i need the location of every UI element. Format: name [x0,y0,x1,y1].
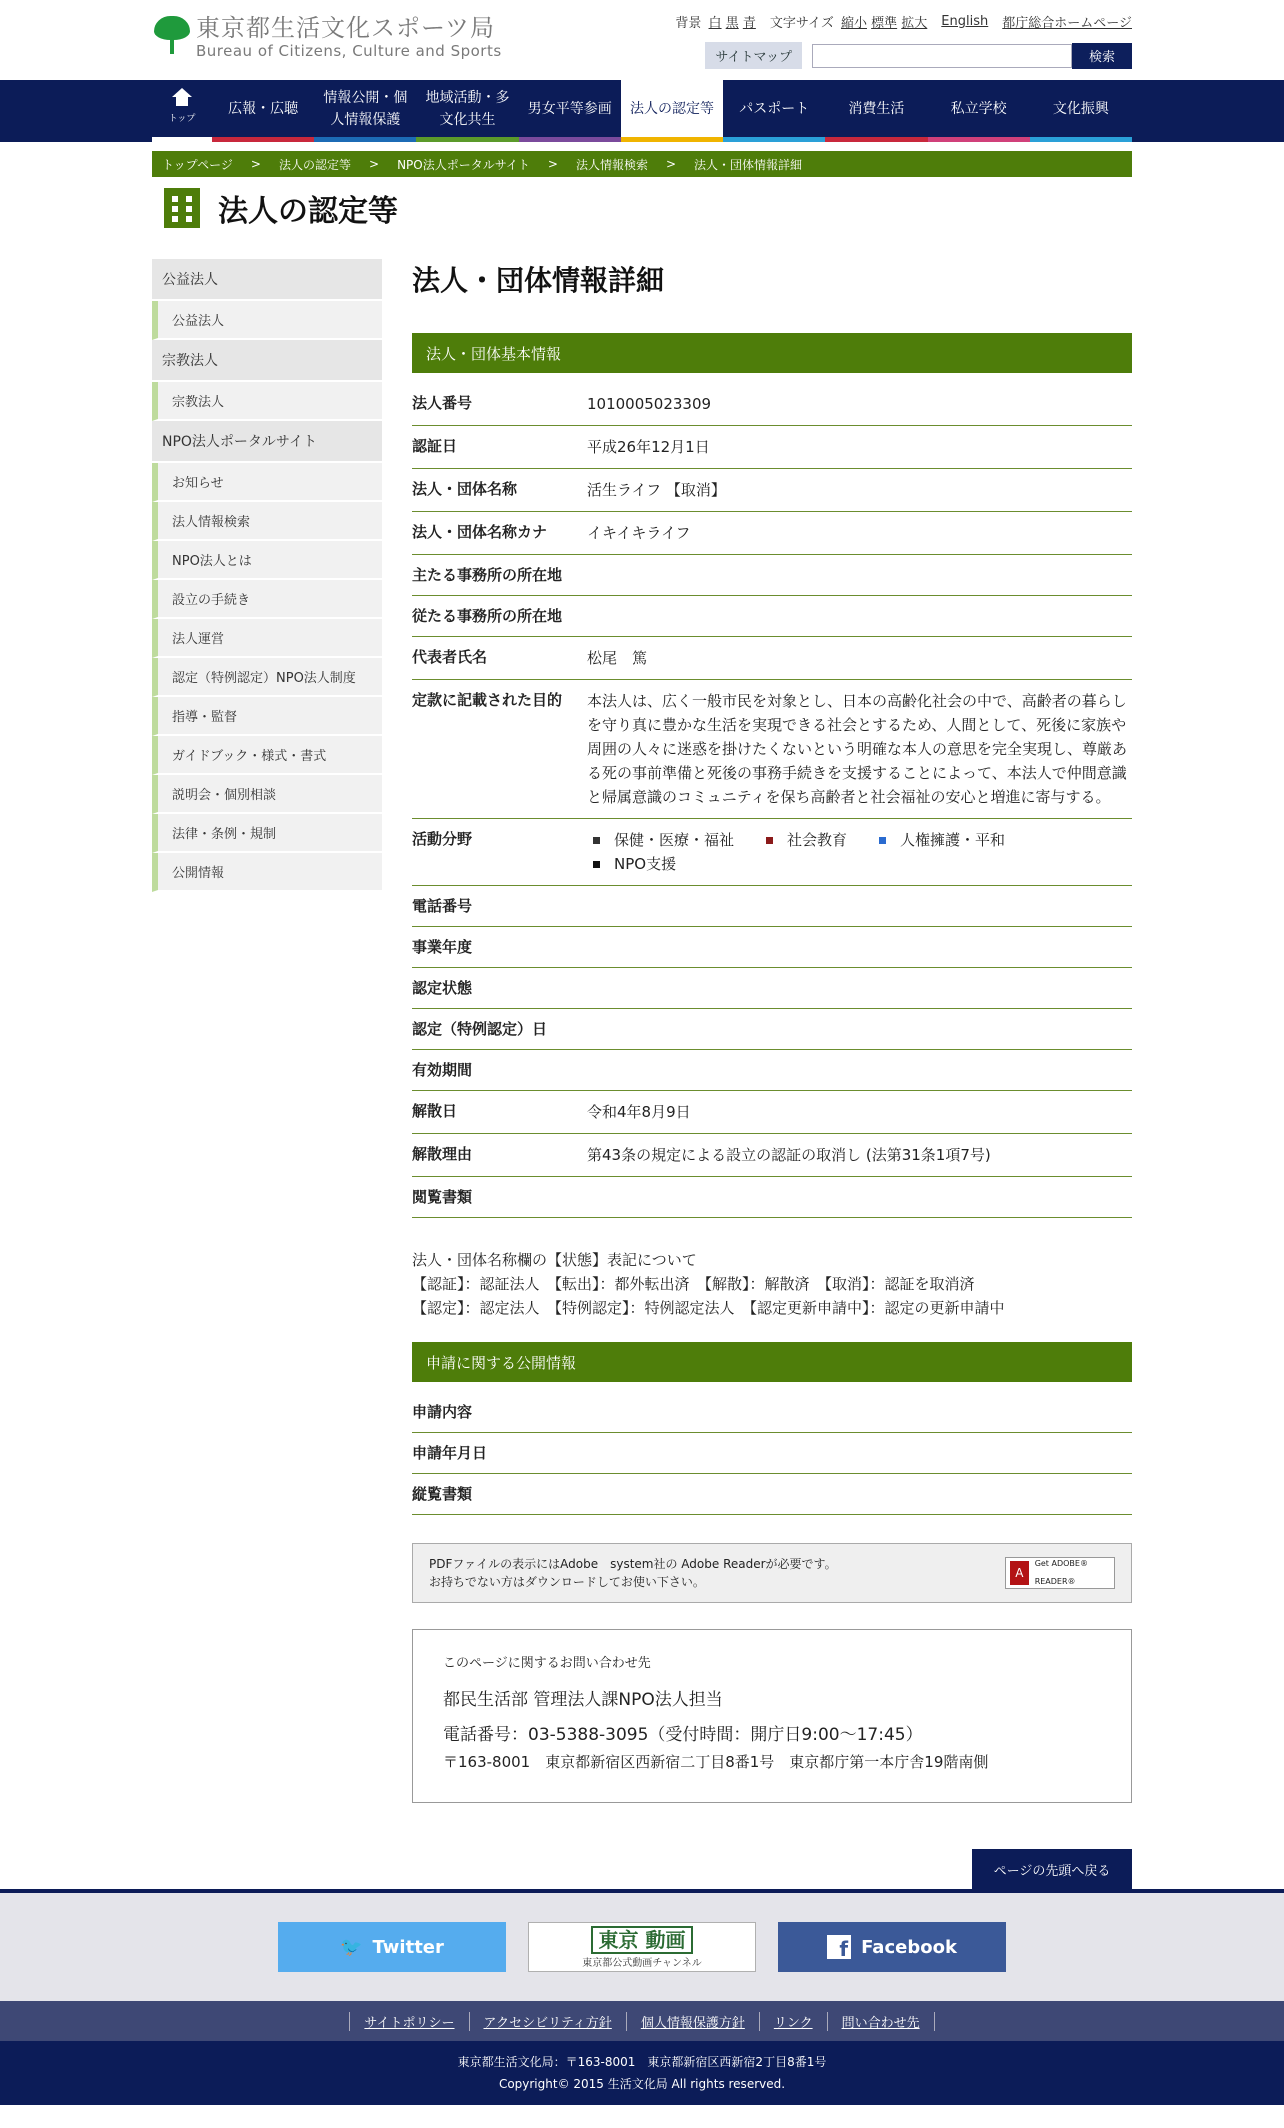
row-label: 活動分野 [412,819,587,886]
bg-blue-link[interactable]: 青 [742,16,756,31]
get-adobe-reader-button[interactable]: A Get ADOBE® READER® [1005,1557,1115,1589]
nav-item-label: 地域活動・多 文化共生 [425,89,510,128]
row-value [587,927,1132,968]
background-switcher: 背景 白 黒 青 [675,16,756,31]
page-title: 法人・団体情報詳細 [412,264,665,297]
nav-item-label: 男女平等参画 [527,100,612,117]
category-header [164,177,1132,239]
footer-link[interactable]: 問い合わせ先 [827,2012,935,2031]
sidebar-item[interactable]: 宗教法人 [152,382,382,421]
facebook-icon: f [827,1935,851,1959]
utility-links [675,12,1132,31]
activity-tag: NPO支援 [593,852,676,876]
footer-link[interactable]: サイトポリシー [349,2012,468,2031]
sidebar-item[interactable]: 法律・条例・規制 [152,814,382,853]
row-label: 申請年月日 [412,1433,587,1474]
row-value: 平成26年12月1日 [587,426,1132,469]
contact-department: 都民生活部 管理法人課NPO法人担当 [443,1690,723,1710]
application-info-heading: 申請に関する公開情報 [412,1342,1132,1382]
contact-phone: 電話番号：03-5388-3095（受付時間：開庁日9:00～17:45） [443,1725,923,1745]
status-notation-note: 法人・団体名称欄の【状態】表記について 【認証】：認証法人 【転出】：都外転出済 【解散】：解散済 【取消】：認証を取消済 【認定】：認定法人 【特例認定】：特例認定法人 【認定更新申請中】：認定の更新申請中 [412,1251,1005,1317]
table-row [412,927,1132,968]
row-label: 有効期間 [412,1050,587,1091]
activity-row [412,819,1132,886]
row-label: 縦覧書類 [412,1474,587,1515]
twitter-button[interactable]: 🐦 Twitter [278,1922,506,1972]
breadcrumb-separator: > [665,157,677,171]
sidebar-item[interactable]: 認定（特例認定）NPO法人制度 [152,658,382,697]
table-row [412,469,1132,512]
activity-tag: 社会教育 [766,828,847,852]
nav-item-label: 法人の認定等 [629,100,714,117]
logo-title-jp: 東京都生活文化スポーツ局 [196,14,496,42]
row-label: 主たる事務所の所在地 [412,555,587,596]
social-links [0,1889,1284,2001]
footer-link[interactable]: 個人情報保護方針 [626,2012,759,2031]
row-label: 閲覧書類 [412,1177,587,1218]
row-value: 第43条の規定による設立の認証の取消し (法第31条1項7号) [587,1134,1132,1177]
search-button[interactable]: 検索 [1072,43,1132,69]
nav-item-0[interactable] [212,80,314,142]
activity-tag: 人権擁護・平和 [879,828,1005,852]
row-value [587,1177,1132,1218]
nav-item-5[interactable] [723,80,825,142]
nav-item-label: 情報公開・個 人情報保護 [323,89,408,128]
row-label: 定款に記載された目的 [412,680,587,819]
table-row [412,1474,1132,1515]
table-row [412,680,1132,819]
breadcrumb [152,151,1132,177]
site-header [152,0,1132,80]
breadcrumb-separator: > [250,157,261,171]
home-icon [172,88,192,106]
square-bullet-icon [593,837,600,844]
row-value [587,1009,1132,1050]
sidebar-item[interactable]: お知らせ [152,463,382,502]
row-label: 認証日 [412,426,587,469]
category-title: 法人の認定等 [218,194,398,229]
nav-item-8[interactable] [1030,80,1132,142]
building-icon [164,188,200,228]
adobe-reader-icon: A [1010,1561,1029,1585]
footer-links [0,2001,1284,2041]
nav-item-label: 文化振興 [1052,100,1109,117]
breadcrumb-item[interactable]: 法人の認定等 [278,157,351,172]
main-content [412,259,1132,1889]
table-row [412,426,1132,469]
row-value: 松尾 篤 [587,637,1132,680]
footer-bottom: 東京都生活文化局：〒163-8001 東京都新宿区西新宿2丁目8番1号 Copyright© 2015 生活文化局 All rights reserved. [0,2041,1284,2105]
sitemap-button[interactable]: サイトマップ [705,42,802,69]
row-value: 令和4年8月9日 [587,1091,1132,1134]
table-row [412,1392,1132,1433]
site-logo[interactable] [152,14,502,60]
english-link[interactable]: English [941,14,989,29]
logo-title-en: Bureau of Citizens, Culture and Sports [196,42,502,60]
sidebar-item[interactable]: 法人運営 [152,619,382,658]
breadcrumb-item[interactable]: トップページ [162,157,233,172]
nav-item-label: 広報・広聴 [228,100,299,117]
row-label: 電話番号 [412,886,587,927]
application-info-table [412,1392,1132,1515]
table-row [412,637,1132,680]
row-value: 1010005023309 [587,383,1132,426]
row-label: 申請内容 [412,1392,587,1433]
bg-black-link[interactable]: 黒 [725,16,739,31]
bg-white-link[interactable]: 白 [708,16,722,31]
row-value [587,1050,1132,1091]
basic-info-table [412,383,1132,1218]
search-bar [705,42,1132,69]
row-value: イキイキライフ [587,512,1132,555]
sidebar-item[interactable]: 説明会・個別相談 [152,775,382,814]
table-row [412,383,1132,426]
sidebar-group-title[interactable]: 公益法人 [152,259,382,301]
table-row [412,1091,1132,1134]
font-small-link[interactable]: 縮小 [840,16,867,31]
row-value [587,968,1132,1009]
row-value [587,555,1132,596]
row-label: 認定状態 [412,968,587,1009]
global-nav [0,80,1284,142]
nav-item-label: 私立学校 [950,100,1007,117]
breadcrumb-item[interactable]: NPO法人ポータルサイト [397,157,530,172]
sidebar-item[interactable]: 設立の手続き [152,580,382,619]
row-label: 従たる事務所の所在地 [412,596,587,637]
row-value: 活生ライフ 【取消】 [587,469,1132,512]
tokyo-douga-button[interactable]: 東京 動画 東京都公式動画チャンネル [528,1922,756,1972]
table-row [412,968,1132,1009]
nav-item-label: パスポート [739,100,810,117]
table-row [412,1009,1132,1050]
sidebar-item[interactable]: 指導・監督 [152,697,382,736]
footer-link[interactable]: アクセシビリティ方針 [469,2012,626,2031]
table-row [412,1177,1132,1218]
row-label: 解散日 [412,1091,587,1134]
basic-info-heading: 法人・団体基本情報 [412,333,1132,373]
breadcrumb-item: 法人・団体情報詳細 [694,157,803,172]
row-value [587,596,1132,637]
nav-item-4[interactable] [621,80,723,142]
sidebar-item[interactable]: 公益法人 [152,301,382,340]
nav-item-3[interactable] [519,80,621,142]
facebook-button[interactable]: f Facebook [778,1922,1006,1972]
sidebar-item[interactable]: 公開情報 [152,853,382,892]
activity-tag: 保健・医療・福祉 [593,828,734,852]
font-size-switcher: 文字サイズ 縮小 標準 拡大 [769,16,928,31]
tokyo-ginkgo-logo-icon [152,14,192,56]
search-input[interactable] [812,44,1072,68]
table-row [412,512,1132,555]
table-row [412,596,1132,637]
page-top-button[interactable]: ページの先頭へ戻る [972,1849,1132,1889]
breadcrumb-item[interactable]: 法人情報検索 [575,157,648,172]
row-value [587,1474,1132,1515]
contact-address: 〒163-8001 東京都新宿区西新宿二丁目8番1号 東京都庁第一本庁舎19階南側 [443,1753,989,1771]
table-row [412,555,1132,596]
sidebar-group-title[interactable]: 宗教法人 [152,340,382,382]
row-value [587,1433,1132,1474]
nav-item-2[interactable] [416,80,518,142]
row-value [587,886,1132,927]
row-value: 本法人は、広く一般市民を対象とし、日本の高齢化社会の中で、高齢者の暮らしを守り真に豊かな生活を実現できる社会とするため、人間として、死後に家族や周囲の人々に迷惑を掛けたくないという明確な本人の意思を完全実現し、尊厳ある死の事前準備と死後の事務手続きを支援することによって、本法人で仲間意識と帰属意識のコミュニティを保ち高齢者と社会福祉の安心と増進に寄与する。 [587,680,1132,819]
row-label: 法人番号 [412,383,587,426]
table-row [412,1134,1132,1177]
footer-link[interactable]: リンク [759,2012,827,2031]
row-value [587,1392,1132,1433]
sidebar-item[interactable]: 法人情報検索 [152,502,382,541]
font-large-link[interactable]: 拡大 [901,16,928,31]
nav-item-6[interactable] [825,80,927,142]
table-row [412,1050,1132,1091]
breadcrumb-separator: > [369,157,380,171]
sidebar-group-title[interactable]: NPO法人ポータルサイト [152,421,382,463]
square-bullet-icon [879,837,886,844]
twitter-bird-icon: 🐦 [340,1936,363,1958]
font-normal-link[interactable]: 標準 [871,16,898,31]
sidebar-item[interactable]: ガイドブック・様式・書式 [152,736,382,775]
table-row [412,1433,1132,1474]
row-label: 代表者氏名 [412,637,587,680]
pdf-notice: PDFファイルの表示にはAdobe system社の Adobe Readerが必要です。 お持ちでない方はダウンロードしてお使い下さい。 A Get ADOBE® READER® [412,1543,1132,1603]
metro-home-link[interactable]: 都庁総合ホームページ [1002,16,1132,31]
breadcrumb-separator: > [547,157,558,171]
contact-box: このページに関するお問い合わせ先 都民生活部 管理法人課NPO法人担当 電話番号：03-5388-3095（受付時間：開庁日9:00～17:45） 〒163-8001 東京都新宿区西新宿二丁目8番1号 東京都庁第一本庁舎19階南側 [412,1629,1132,1803]
row-label: 法人・団体名称カナ [412,512,587,555]
row-label: 事業年度 [412,927,587,968]
nav-item-label: 消費生活 [848,100,905,117]
row-label: 解散理由 [412,1134,587,1177]
sidebar-item[interactable]: NPO法人とは [152,541,382,580]
nav-item-1[interactable] [314,80,416,142]
sidebar [152,259,382,1889]
row-label: 認定（特例認定）日 [412,1009,587,1050]
activity-tags [587,828,1132,876]
square-bullet-icon [593,861,600,868]
nav-home[interactable]: トップ [152,80,212,142]
square-bullet-icon [766,837,773,844]
row-label: 法人・団体名称 [412,469,587,512]
nav-item-7[interactable] [928,80,1030,142]
table-row [412,886,1132,927]
